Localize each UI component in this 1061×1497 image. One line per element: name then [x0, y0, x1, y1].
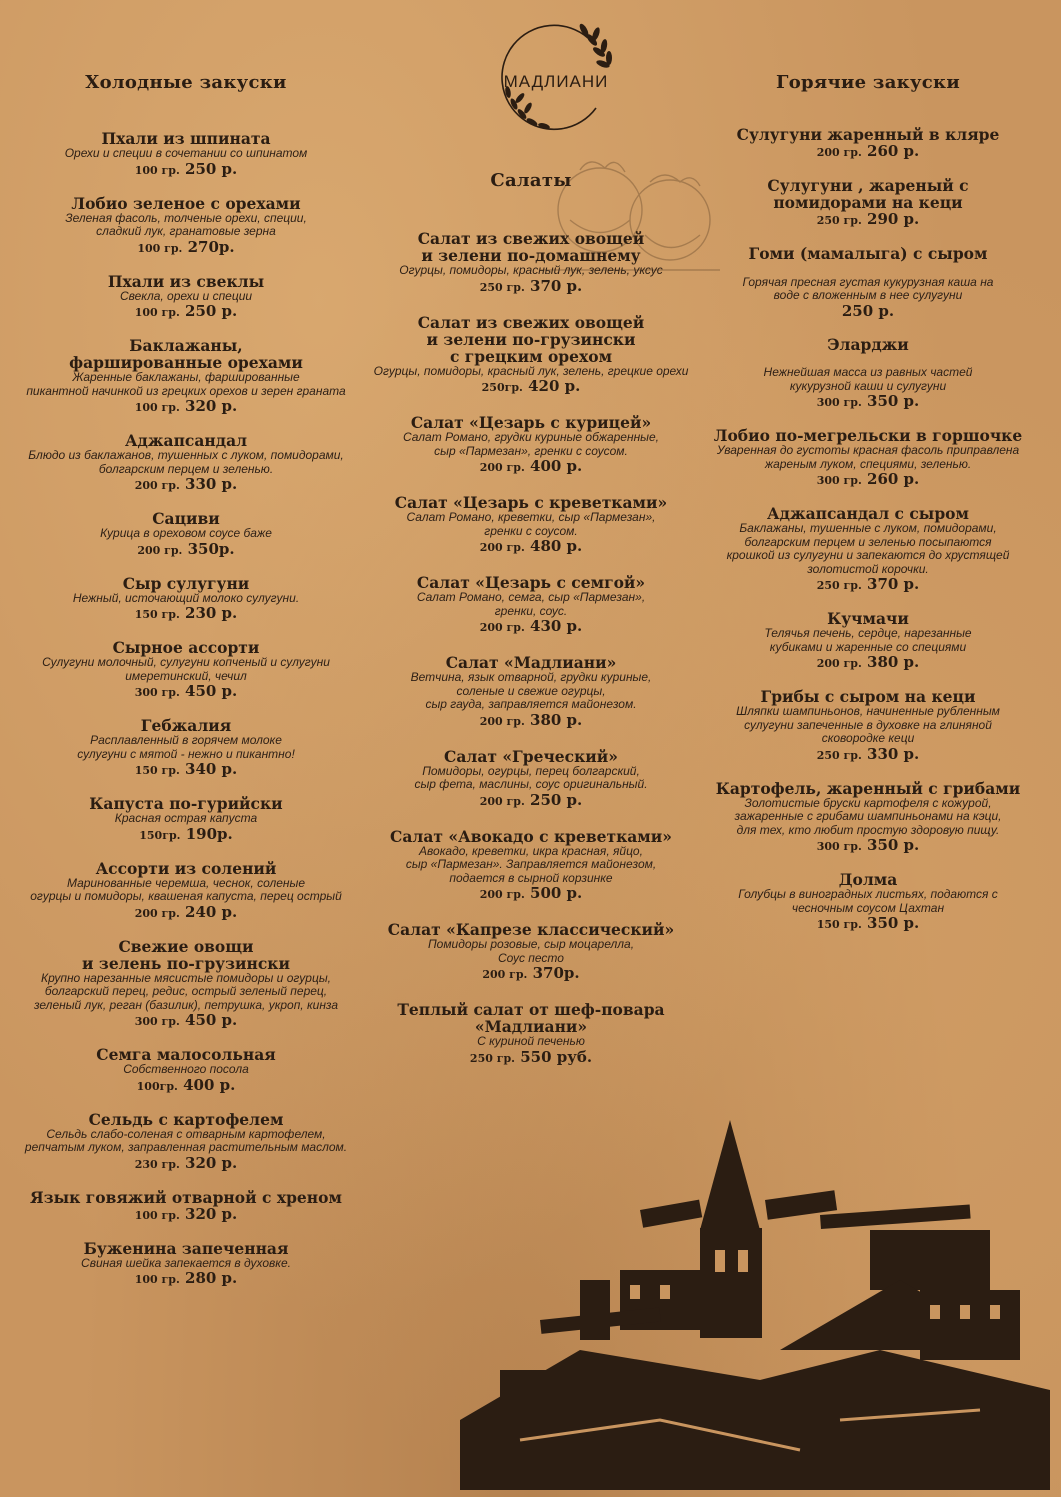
- menu-item: [700, 780, 1036, 856]
- logo: [488, 8, 624, 144]
- menu-item: [10, 432, 362, 494]
- menu-item-price: 250 р.: [185, 159, 238, 178]
- menu-item: [10, 337, 362, 416]
- menu-item-weight: 200 гр.: [479, 888, 525, 901]
- menu-item-description: Сулугуни молочный, сулугуни копченый и сулугуни имеретинский, чечил: [42, 655, 330, 683]
- menu-item-name: Сельдь с картофелем: [88, 1109, 284, 1129]
- menu-item-description: Горячая пресная густая кукурузная каша на воде с вложенным в нее сулугуни: [742, 274, 994, 302]
- menu-item-price-line: [372, 538, 690, 556]
- menu-item-description: Салат Романо, семга, сыр «Пармезан», гренки, соус.: [416, 590, 646, 618]
- menu-item-description: Помидоры, огурцы, перец болгарский, сыр фета, маслины, соус оригинальный.: [414, 763, 648, 791]
- menu-item-price-line: [700, 746, 1036, 764]
- menu-item-name: Аджапсандал: [124, 431, 248, 450]
- menu-item: [372, 748, 690, 810]
- menu-item-weight: 200 гр.: [134, 479, 180, 492]
- menu-item-description: Нежный, источающий молоко сулугуни.: [72, 590, 300, 605]
- menu-item-name: Салат «Цезарь с креветками»: [394, 493, 668, 512]
- menu-item-weight: 300 гр.: [816, 474, 862, 487]
- menu-item-price-line: [10, 239, 362, 257]
- menu-item: [700, 336, 1036, 412]
- cold-appetizers-title: Холодные закуски: [85, 72, 287, 93]
- menu-item-name: Долма: [838, 870, 898, 889]
- menu-item-name: Салат «Мадлиани»: [445, 653, 617, 672]
- menu-item-price: 450 р.: [185, 1011, 238, 1029]
- menu-item-price: 420 р.: [528, 377, 581, 395]
- menu-item-weight: 100 гр.: [137, 241, 183, 255]
- menu-item-price: 480 р.: [530, 537, 583, 555]
- hot-items-list: [700, 126, 1036, 949]
- menu-item-price: 380 р.: [530, 710, 583, 729]
- menu-item-name: Лобио по-мегрельски в горшочке: [713, 426, 1023, 445]
- menu-item-price-line: [10, 1206, 362, 1224]
- menu-item-description: Шляпки шампиньонов, начиненные рубленным сулугуни запеченные в духовке на глиняной сковородке кеци: [736, 704, 1000, 745]
- menu-item: [372, 828, 690, 904]
- menu-item-name: Капуста по-гурийски: [89, 794, 283, 813]
- menu-item-price: 260 р.: [867, 470, 920, 488]
- menu-item-price: 370 р.: [867, 575, 920, 593]
- menu-item-description: Салат Романо, креветки, сыр «Пармезан», гренки с соусом.: [406, 510, 656, 538]
- menu-item-price-line: [10, 1012, 362, 1030]
- menu-item-price: 400 р.: [183, 1075, 236, 1094]
- menu-item-weight: 100гр.: [136, 1079, 178, 1093]
- menu-item-price-line: [10, 904, 362, 922]
- menu-item-price-line: [10, 761, 362, 779]
- menu-item-price: 240 р.: [185, 902, 238, 921]
- menu-item-description: Золотистые бруски картофеля с кожурой, зажаренные с грибами шампиньонами на кэци, для тех, кто любит простую здоровую пищу.: [734, 795, 1002, 837]
- menu-item-description: Баклажаны, тушенные с луком, помидорами, болгарским перцем и зеленью посыпаются крошкой из сулугуни и запекаются до хрустящей золотистой корочки.: [726, 521, 1010, 576]
- menu-item-price: 330 р.: [867, 744, 920, 763]
- menu-item-price: 330 р.: [185, 475, 238, 493]
- salads-items-list: [372, 230, 690, 1085]
- menu-item-price-line: [10, 398, 362, 416]
- menu-item-name: Салат из свежих овощей и зелени по-домашнему: [417, 229, 645, 265]
- menu-item-price-line: [10, 683, 362, 701]
- menu-item-description: Маринованные черемша, чеснок, соленые огурцы и помидоры, квашеная капуста, перец острый: [30, 875, 342, 903]
- menu-item: [700, 427, 1036, 489]
- menu-item: [700, 871, 1036, 933]
- menu-item: [10, 1046, 362, 1095]
- menu-item-price-line: [700, 654, 1036, 672]
- menu-item-weight: 250 гр.: [816, 579, 862, 592]
- menu-item-price: 320 р.: [185, 1153, 238, 1172]
- menu-item-weight: 300 гр.: [134, 1015, 180, 1028]
- menu-item-weight: 150гр.: [139, 828, 181, 842]
- menu-item-price-line: [700, 211, 1036, 229]
- menu-item-description: Крупно нарезанные мясистые помидоры и огурцы, болгарский перец, редис, острый зеленый перец, зеленый лук, реган (базилик), петрушка, укроп, кинза: [33, 970, 339, 1012]
- menu-item-name: Теплый салат от шеф-повара «Мадлиани»: [397, 1000, 665, 1036]
- menu-item-weight: 150 гр.: [134, 764, 180, 777]
- menu-item: [700, 610, 1036, 672]
- menu-item-weight: 100 гр.: [134, 163, 180, 177]
- menu-item-price-line: [372, 885, 690, 903]
- menu-item: [10, 639, 362, 701]
- menu-item-name: Лобио зеленое с орехами: [71, 193, 301, 213]
- menu-item-weight: 200 гр.: [134, 906, 180, 920]
- menu-item-name: Сулугуни , жареный с помидорами на кеци: [767, 176, 969, 212]
- menu-item: [372, 314, 690, 397]
- menu-item-description: Помидоры розовые, сыр моцарелла, Соус песто: [427, 937, 635, 965]
- menu-item-description: Огурцы, помидоры, красный лук, зелень, уксус: [399, 263, 663, 277]
- menu-item-name: Кучмачи: [827, 609, 909, 628]
- menu-item-description: С куриной печенью: [477, 1034, 585, 1048]
- menu-item-name: Свежие овощи и зелень по-грузински: [82, 936, 290, 973]
- menu-item-price: 450 р.: [185, 682, 238, 700]
- menu-item-name: Салат «Цезарь с семгой»: [416, 573, 646, 592]
- menu-item-price-line: [700, 576, 1036, 594]
- menu-item: [372, 494, 690, 556]
- menu-item-price-line: [700, 837, 1036, 855]
- menu-item-description: Свиная шейка запекается в духовке.: [81, 1255, 291, 1270]
- menu-item: [10, 195, 362, 257]
- menu-item-name: Ассорти из солений: [95, 858, 277, 878]
- menu-item-description: Свекла, орехи и специи: [119, 288, 253, 303]
- menu-item-name: Сациви: [152, 509, 220, 528]
- menu-item: [700, 126, 1036, 161]
- menu-item-weight: 250гр.: [481, 381, 523, 394]
- menu-item-name: Салат из свежих овощей и зелени по-грузински с грецким орехом: [417, 312, 645, 366]
- menu-item-weight: 150 гр.: [816, 918, 862, 931]
- menu-item-weight: 100 гр.: [134, 401, 180, 414]
- menu-item-name: Сыр сулугуни: [122, 573, 250, 593]
- menu-item-price: 380 р.: [867, 653, 920, 671]
- menu-item-weight: 100 гр.: [134, 1208, 180, 1222]
- menu-item-price: 370 р.: [530, 276, 583, 295]
- menu-item-price: 230 р.: [185, 604, 238, 622]
- menu-item-price-line: [10, 1270, 362, 1288]
- menu-item-name: Пхали из свеклы: [107, 271, 265, 291]
- menu-item-price-line: [372, 378, 690, 396]
- menu-item-price: 320 р.: [185, 397, 238, 415]
- menu-item-price: 500 р.: [530, 884, 583, 902]
- menu-item: [10, 130, 362, 179]
- menu-item-price: 430 р.: [530, 617, 583, 635]
- menu-item-name: Сулугуни жаренный в кляре: [736, 125, 1000, 144]
- menu-item-price: 260 р.: [867, 142, 920, 160]
- cold-items-list: [10, 130, 362, 1304]
- menu-item-price-line: [372, 618, 690, 636]
- menu-item-price: 400 р.: [530, 457, 583, 475]
- menu-item-price-line: [372, 1049, 690, 1067]
- menu-item-description: Сельдь слабо-соленая с отварным картофелем, репчатым луком, заправленная растительным маслом.: [24, 1126, 348, 1154]
- menu-item-price-line: [372, 965, 690, 983]
- menu-item-price-line: [372, 458, 690, 476]
- menu-item: [10, 575, 362, 624]
- menu-item: [372, 414, 690, 476]
- menu-item-price-line: [700, 303, 1036, 320]
- menu-item-description: Нежнейшая масса из равных частей кукурузной каши и сулугуни: [763, 365, 973, 393]
- menu-item-description: Телячья печень, сердце, нарезанные кубиками и жаренные со специями: [764, 626, 972, 654]
- menu-item-name: Буженина запеченная: [83, 1238, 289, 1258]
- menu-item-name: Грибы с сыром на кеци: [760, 687, 976, 706]
- menu-item-weight: 300 гр.: [816, 840, 862, 853]
- menu-item: [700, 177, 1036, 229]
- menu-item-weight: 200 гр.: [482, 968, 528, 981]
- menu-item-weight: 200 гр.: [137, 543, 183, 557]
- menu-item-name: Гоми (мамалыга) с сыром: [748, 244, 988, 263]
- menu-item-price-line: [10, 541, 362, 559]
- menu-item-price: 350р.: [187, 539, 235, 558]
- menu-item-weight: 250 гр.: [479, 280, 525, 294]
- menu-item: [10, 1111, 362, 1173]
- menu-item: [372, 654, 690, 730]
- menu-item-price: 370р.: [532, 964, 580, 982]
- menu-item-weight: 200 гр.: [479, 794, 525, 808]
- menu-item-name: Салат «Греческий»: [444, 746, 618, 766]
- menu-item-name: Эларджи: [827, 334, 909, 354]
- menu-item: [372, 921, 690, 983]
- menu-item-price: 250 р.: [530, 790, 583, 809]
- menu-item-price-line: [10, 161, 362, 179]
- menu-item: [372, 574, 690, 636]
- menu-item-price-line: [372, 712, 690, 730]
- menu-item: [10, 795, 362, 844]
- menu-item: [372, 1001, 690, 1067]
- menu-item-price-line: [700, 471, 1036, 489]
- menu-item-description: Жаренные баклажаны, фаршированные пикантной начинкой из грецких орехов и зерен граната: [26, 370, 346, 398]
- menu-item-description: Расплавленный в горячем молоке сулугуни с мятой - нежно и пикантно!: [77, 733, 295, 761]
- menu-item: [10, 860, 362, 922]
- menu-item-name: Салат «Авокадо с креветками»: [390, 826, 672, 846]
- menu-item-price: 280 р.: [185, 1269, 238, 1287]
- hot-appetizers-title: Горячие закуски: [775, 72, 961, 93]
- menu-item-price: 270р.: [187, 237, 235, 256]
- menu-item-name: Гебжалия: [140, 716, 232, 735]
- menu-item-price: 190р.: [185, 824, 233, 843]
- menu-item-price-line: [10, 605, 362, 623]
- logo-text: МАДЛИАНИ: [503, 72, 609, 91]
- menu-item-price-line: [372, 792, 690, 810]
- menu-item-price-line: [372, 278, 690, 296]
- menu-item-weight: 200 гр.: [479, 461, 525, 474]
- menu-item-description: Ветчина, язык отварной, грудки куриные, соленые и свежие огурцы, сыр гауда, заправляется майонезом.: [410, 670, 652, 711]
- menu-item-description: Голубцы в виноградных листьях, подаются с чесночным соусом Цахтан: [738, 887, 998, 915]
- menu-item-price-line: [10, 1155, 362, 1173]
- menu-item-weight: 200 гр.: [479, 621, 525, 634]
- menu-item-description: Уваренная до густоты красная фасоль приправлена жареным луком, специями, зеленью.: [716, 443, 1020, 471]
- salads-title: Салаты: [490, 170, 572, 191]
- menu-item-name: Аджапсандал с сыром: [767, 504, 969, 523]
- menu-item-weight: 200 гр.: [479, 714, 525, 728]
- menu-item-weight: 150 гр.: [134, 608, 180, 621]
- menu-item-price-line: [10, 303, 362, 321]
- menu-item-description: Блюдо из баклажанов, тушенных с луком, помидорами, болгарским перцем и зеленью.: [28, 448, 344, 476]
- menu-item-weight: 300 гр.: [816, 396, 862, 409]
- menu-item-weight: 250 гр.: [816, 214, 862, 227]
- menu-item-description: Курица в ореховом соусе баже: [100, 526, 272, 540]
- menu-item-description: Салат Романо, грудки куриные обжаренные, сыр «Пармезан», гренки с соусом.: [402, 430, 660, 458]
- menu-item-price: 320 р.: [185, 1204, 238, 1223]
- menu-item: [10, 938, 362, 1031]
- menu-item-price: 350 р.: [867, 392, 920, 410]
- menu-item-weight: 300 гр.: [134, 686, 180, 699]
- menu-item-name: Язык говяжий отварной с хреном: [30, 1187, 342, 1207]
- menu-item-price-line: [700, 143, 1036, 161]
- menu-item-description: Авокадо, креветки, икра красная, яйцо, сыр «Пармезан». Заправляется майонезом, подается в сырной корзинке: [405, 843, 657, 885]
- menu-item: [10, 717, 362, 779]
- menu-item-price-line: [10, 1077, 362, 1095]
- menu-item-weight: 250 гр.: [816, 748, 862, 762]
- menu-item-description: Собственного посола: [123, 1062, 249, 1076]
- menu-item-weight: 100 гр.: [134, 1273, 180, 1286]
- menu-item-weight: 200 гр.: [816, 657, 862, 670]
- menu-item-weight: 200 гр.: [816, 146, 862, 159]
- menu-item-price-line: [10, 476, 362, 494]
- menu-item-price-line: [700, 393, 1036, 411]
- menu-item: [700, 505, 1036, 594]
- menu-item: [10, 1240, 362, 1289]
- old-town-illustration-icon: [460, 1120, 1050, 1490]
- menu-item: [10, 1189, 362, 1224]
- menu-item-price: 250 р.: [841, 301, 895, 320]
- menu-item-name: Баклажаны, фаршированные орехами: [69, 336, 303, 372]
- menu-item-name: Салат «Капрезе классический»: [387, 920, 675, 939]
- menu-item-name: Салат «Цезарь с курицей»: [410, 413, 652, 432]
- menu-item-price: 250 р.: [185, 302, 238, 320]
- menu-item-description: Красная острая капуста: [114, 811, 258, 825]
- menu-item: [10, 510, 362, 559]
- menu-item-price: 340 р.: [185, 760, 238, 778]
- menu-item-name: Сырное ассорти: [112, 638, 260, 657]
- menu-item-name: Картофель, жаренный с грибами: [715, 778, 1021, 798]
- menu-item-weight: 100 гр.: [134, 306, 180, 319]
- menu-item-price-line: [10, 826, 362, 844]
- menu-item-description: Орехи и специи в сочетании со шпинатом: [64, 146, 308, 160]
- menu-item-weight: 250 гр.: [469, 1051, 515, 1065]
- menu-item-name: Пхали из шпината: [101, 129, 271, 148]
- menu-item-price-line: [700, 915, 1036, 933]
- menu-item-weight: 200 гр.: [479, 541, 525, 554]
- menu-item-price: 290 р.: [867, 210, 920, 228]
- menu-item-price: 550 руб.: [520, 1047, 593, 1066]
- menu-item-weight: 230 гр.: [134, 1157, 180, 1171]
- menu-item: [10, 273, 362, 322]
- menu-item: [372, 230, 690, 296]
- menu-item-description: Огурцы, помидоры, красный лук, зелень, грецкие орехи: [373, 363, 689, 378]
- menu-item: [700, 688, 1036, 764]
- menu-item-price: 350 р.: [867, 836, 920, 854]
- menu-item-name: Семга малосольная: [96, 1045, 276, 1064]
- menu-item-price: 350 р.: [867, 914, 920, 932]
- menu-item-description: Зеленая фасоль, толченые орехи, специи, сладкий лук, гранатовые зерна: [65, 210, 307, 238]
- menu-item: [700, 245, 1036, 320]
